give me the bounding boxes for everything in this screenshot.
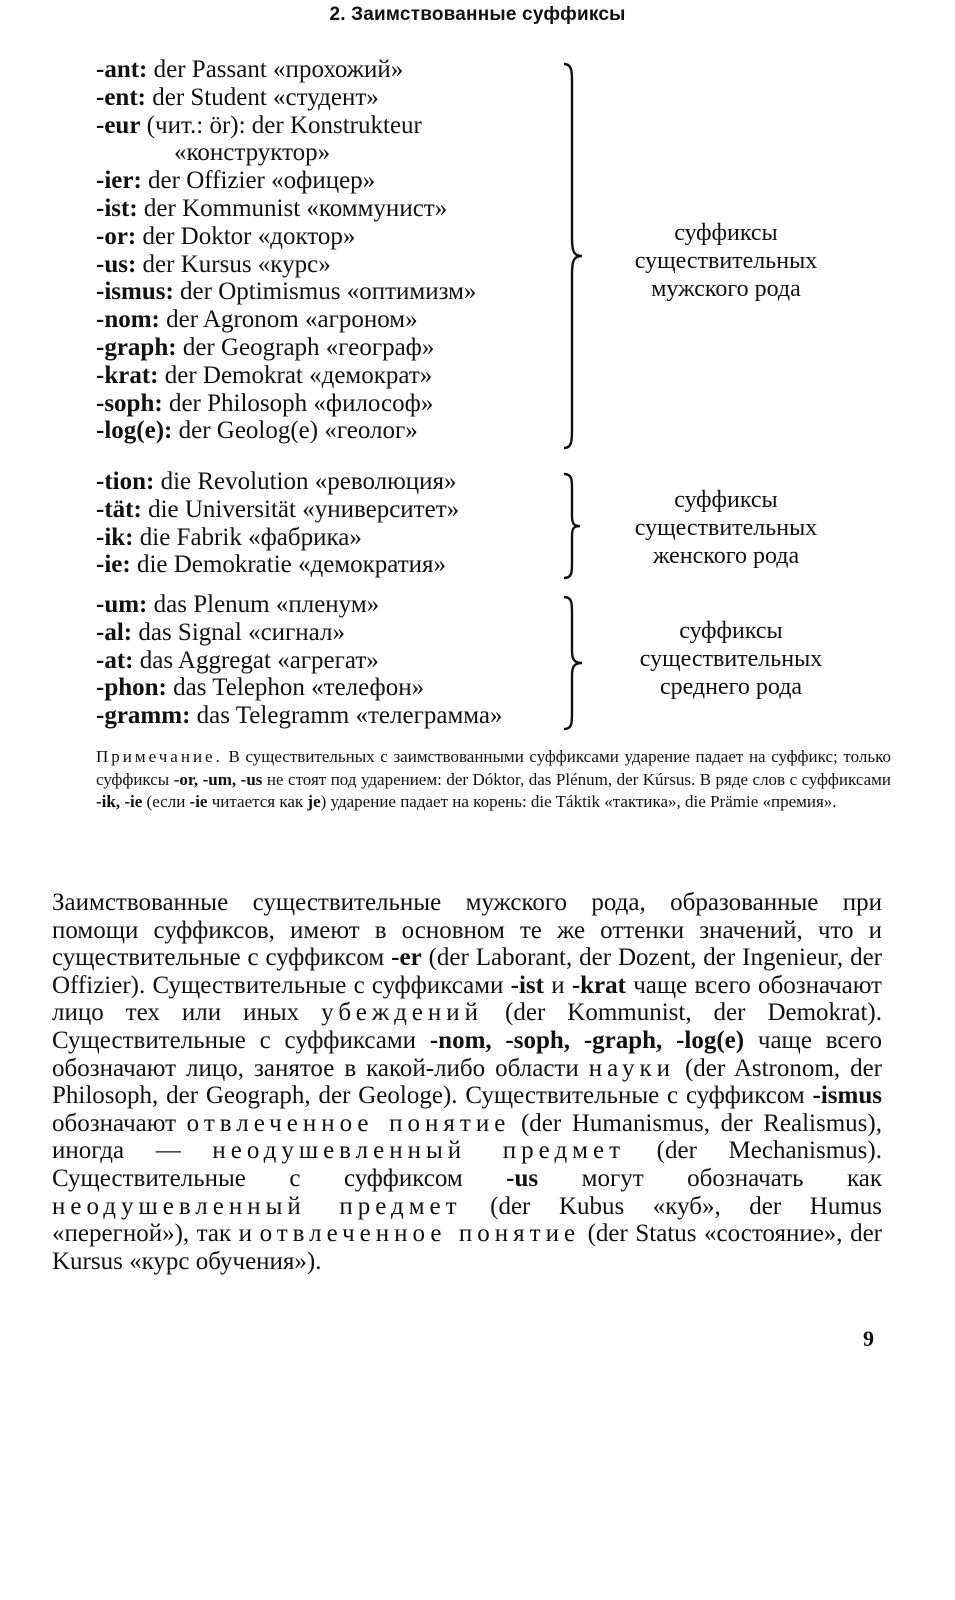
feminine-group-label — [606, 486, 846, 570]
suffix-label: -ismus: — [96, 278, 174, 306]
suffix-example: die Demokratie «демократия» — [130, 551, 447, 579]
body-suffix: -ist — [510, 971, 544, 999]
spaced-emphasis: неодушевленный предмет — [52, 1192, 462, 1220]
body-suffix: -us — [506, 1164, 539, 1192]
spaced-emphasis: науки — [588, 1054, 675, 1082]
suffix-example: der Demokrat «демократ» — [158, 361, 433, 389]
body-text: (der Laborant, der Dozent, der Ingenieur, der Offizier). Существительные с суффиксами — [52, 944, 882, 999]
suffix-example: der Kommunist «коммунист» — [137, 194, 448, 222]
suffix-label: -ik: — [96, 523, 134, 551]
masculine-group-label — [606, 219, 846, 303]
suffix-example: der Doktor «доктор» — [136, 222, 356, 250]
suffix-entry — [96, 112, 566, 140]
suffix-label: -ent: — [96, 83, 146, 111]
suffix-label: -tion: — [96, 468, 155, 495]
spaced-emphasis: отвлеченное понятие — [259, 1220, 581, 1248]
suffix-entry — [96, 223, 566, 251]
suffix-entry — [96, 468, 566, 496]
note-text: ) ударение падает на корень: die Táktik «тактика», die Prämie «премия». — [320, 792, 837, 811]
suffix-label: -um: — [96, 591, 148, 618]
label-line: существительных — [639, 646, 823, 672]
neuter-group-label — [606, 617, 856, 701]
suffix-label: -us: — [96, 250, 137, 278]
note-suffix: -ie — [189, 792, 208, 811]
note-text: читается как — [207, 792, 308, 811]
note-suffix: -ie — [124, 792, 143, 811]
suffix-entry — [96, 84, 566, 112]
suffix-entry — [96, 619, 566, 647]
body-suffix: -nom, -soph, -graph, -log(e) — [429, 1026, 745, 1054]
suffix-label: -graph: — [96, 333, 177, 361]
suffix-example: das Telephon «телефон» — [166, 674, 425, 702]
suffix-entry — [96, 306, 566, 334]
suffix-label: -soph: — [96, 389, 163, 417]
neuter-suffix-list — [96, 591, 566, 730]
note-suffix: -um, — [202, 769, 237, 789]
suffix-label: -ant: — [96, 56, 148, 83]
label-line: суффиксы — [679, 618, 783, 644]
suffix-example: der Agronom «агроном» — [159, 306, 418, 334]
note-suffix: je — [307, 792, 321, 811]
neuter-suffix-group — [0, 591, 955, 733]
body-text: чаще всего обозначают лицо тех или иных — [52, 971, 882, 1027]
suffix-example: das Aggregat «агрегат» — [133, 646, 379, 674]
body-text: чаще всего обозначают лицо, занятое в какой-либо области — [52, 1026, 882, 1082]
suffix-example: der Optimismus «оптимизм» — [173, 278, 477, 306]
body-text: могут обозначать как — [538, 1164, 882, 1192]
body-text: (der Status «состояние», der Kursus «курс обучения»). — [52, 1220, 882, 1275]
suffix-example: der Offizier «офицер» — [141, 167, 376, 195]
body-text: (der Kubus «куб», der Humus «перегной»), так и — [52, 1192, 882, 1248]
suffix-entry — [96, 551, 566, 579]
suffix-label: -nom: — [96, 306, 160, 334]
spaced-emphasis: отвлеченное понятие — [186, 1109, 511, 1137]
suffix-entry — [96, 390, 566, 418]
body-text: (der Mechanismus). Существительные с суффиксом — [52, 1137, 882, 1192]
note-suffix: -us — [240, 769, 263, 789]
suffix-label: -ie: — [96, 551, 131, 579]
masculine-suffix-list — [96, 56, 566, 445]
note-text: не стоят под ударением: der Dóktor, das Plénum, der Kúrsus. В ряде слов с суффиксами — [262, 769, 892, 789]
suffix-entry — [96, 251, 566, 279]
note-paragraph — [96, 746, 891, 814]
suffix-label: -gramm: — [96, 702, 191, 730]
suffix-entry — [96, 524, 566, 552]
suffix-label: -or: — [96, 222, 137, 250]
note-suffix: -ik, — [96, 792, 121, 811]
label-line: существительных — [634, 515, 818, 541]
suffix-label: -ist: — [96, 194, 138, 222]
suffix-entry — [96, 362, 566, 390]
suffix-entry — [96, 496, 566, 524]
suffix-example: der Kursus «курс» — [136, 250, 331, 278]
suffix-example: das Plenum «пленум» — [147, 591, 380, 618]
suffix-label: -tät: — [96, 495, 142, 523]
body-text: (der Kommunist, der Demokrat). Существительные с суффиксами — [52, 999, 882, 1054]
body-text: (der Humanismus, der Realismus), иногда — — [52, 1109, 882, 1165]
body-suffix: -krat — [571, 971, 626, 999]
suffix-label: -krat: — [96, 361, 159, 389]
label-line: суффиксы — [674, 487, 778, 513]
suffix-entry — [96, 702, 566, 730]
suffix-example: der Geograph «географ» — [176, 333, 435, 361]
suffix-entry — [96, 417, 566, 445]
suffix-example: der Student «студент» — [145, 83, 379, 111]
suffix-entry — [96, 674, 566, 702]
note-text: В существительных с заимствованными суффиксами ударение падает на суффикс; только суффиксы — [96, 747, 891, 789]
suffix-label: -ier: — [96, 167, 142, 195]
suffix-example: der Geolog(e) «геолог» — [172, 417, 418, 445]
body-text: обозначают — [52, 1109, 187, 1137]
suffix-entry-continuation — [96, 139, 566, 167]
suffix-entry — [96, 591, 566, 619]
body-paragraph — [52, 889, 882, 1275]
feminine-suffix-list — [96, 468, 566, 579]
suffix-entry — [96, 647, 566, 675]
suffix-label: -log(e): — [96, 417, 173, 445]
note-text: (если — [142, 792, 190, 811]
note-suffix: -or, — [173, 769, 199, 789]
right-curly-brace — [560, 472, 590, 580]
label-line: женского рода — [652, 543, 800, 569]
feminine-suffix-group — [0, 468, 955, 580]
label-line: существительных — [634, 248, 818, 274]
spaced-emphasis: убеждений — [321, 999, 484, 1027]
page-title: 2. Заимствованные суффиксы — [329, 4, 626, 25]
body-suffix: -ismus — [812, 1082, 882, 1110]
body-text: Заимствованные существительные мужского рода, образованные при помощи суффиксов, имеют в основном те же оттенки значений, что и существительные с суффиксом — [52, 889, 882, 972]
suffix-label: -al: — [96, 618, 133, 646]
suffix-entry — [96, 167, 566, 195]
suffix-example: die Fabrik «фабрика» — [133, 523, 362, 551]
suffix-label: -eur — [96, 111, 141, 139]
body-text: (der Astronom, der Philosoph, der Geograph, der Geologe). Существительные с суффиксом — [52, 1054, 883, 1110]
suffix-example: der Passant «прохожий» — [147, 56, 404, 83]
suffix-example: der Philosoph «философ» — [162, 389, 434, 417]
suffix-label: -at: — [96, 646, 134, 674]
body-text: и — [543, 971, 572, 999]
label-line: среднего рода — [659, 674, 803, 700]
right-curly-brace — [560, 62, 590, 450]
suffix-example: «конструктор» — [174, 139, 331, 167]
suffix-entry — [96, 334, 566, 362]
note-lead: Примечание. — [96, 747, 223, 766]
suffix-entry — [96, 56, 566, 84]
suffix-example: die Universität «университет» — [141, 495, 460, 523]
suffix-example: das Signal «сигнал» — [132, 618, 345, 646]
suffix-label: -phon: — [96, 674, 167, 702]
spaced-emphasis: неодушевленный предмет — [212, 1137, 626, 1165]
right-curly-brace — [560, 595, 590, 731]
suffix-entry — [96, 195, 566, 223]
label-line: суффиксы — [674, 220, 778, 246]
label-line: мужского рода — [651, 276, 801, 302]
page-number: 9 — [863, 1326, 874, 1351]
suffix-entry — [96, 278, 566, 306]
suffix-example: das Telegramm «телеграмма» — [190, 702, 503, 730]
suffix-example: (чит.: ör): der Konstrukteur — [140, 111, 422, 139]
suffix-example: die Revolution «революция» — [154, 468, 457, 495]
masculine-suffix-group — [0, 56, 955, 451]
body-suffix: -er — [391, 944, 422, 972]
